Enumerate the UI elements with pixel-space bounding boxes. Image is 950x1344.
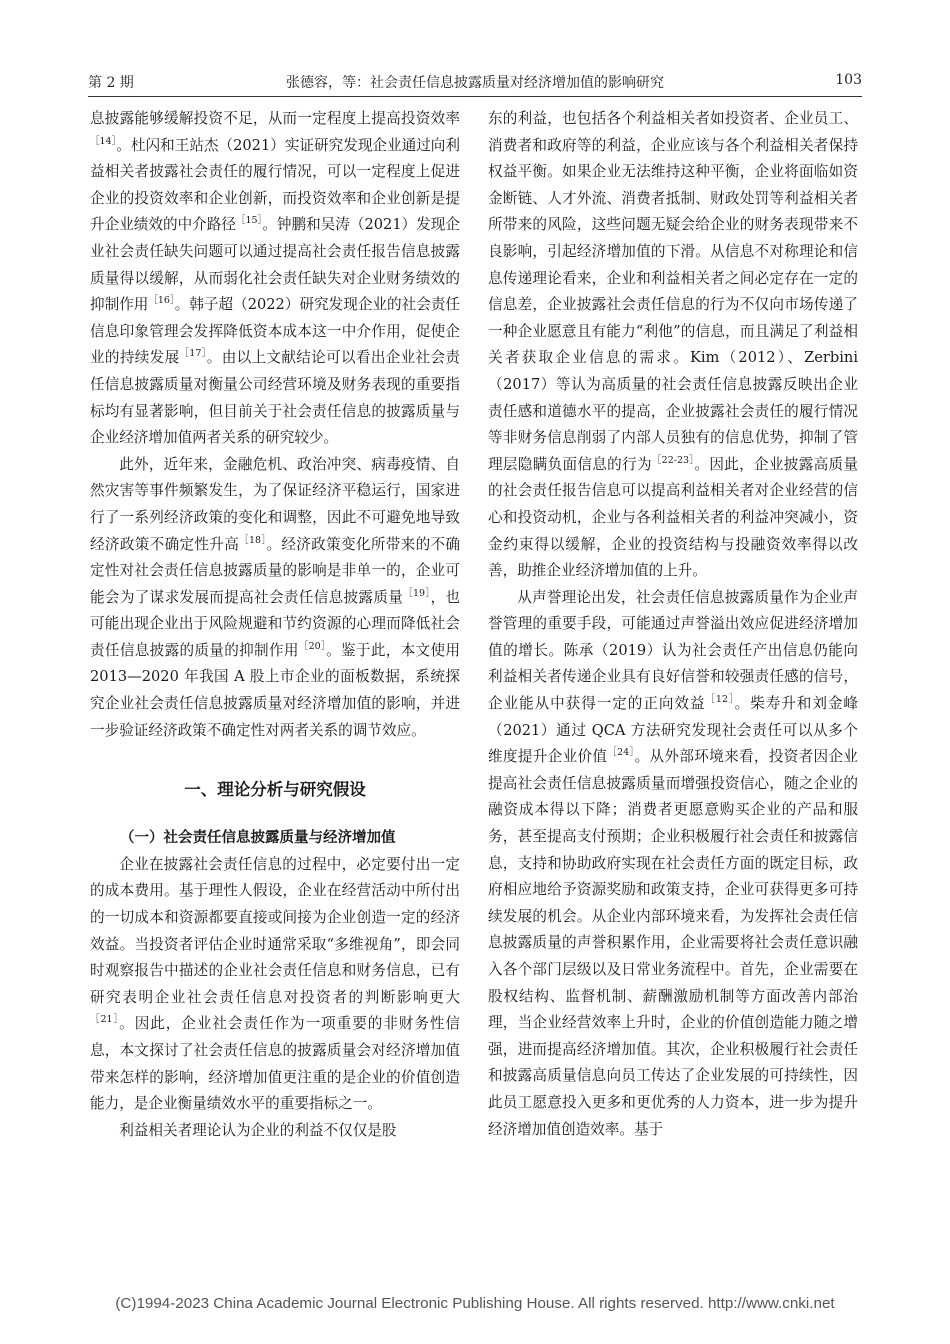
right-column: [488, 106, 858, 1143]
citation: ［16］: [148, 295, 175, 307]
paragraph: 息披露能够缓解投资不足，从而一定程度上提高投资效率$^{[14]}$。杜闪和王站杰（2021）实证研究发现企业通过向利益相关者披露社会责任的履行情况，可以一定程度上促进企业的投资效率和企业创新，而投资效率和企业创新是提升企业绩效的中介路径$^{[15]}$。钟鹏和吴涛（2021）发现企业社会责任缺失问题可以通过提高社会责任报告信息披露质量得以缓解，从而弱化社会责任缺失对企业财务绩效的抑制作用$^{[16]}$。韩子超（2022）研究发现企业的社会责任信息印象管理会发挥降低资本成本这一中介作用，促使企业的持续发展$^{[17]}$。由以上文献结论可以看出企业社会责任信息披露质量对衡量公司经营环境及财务表现的重要指标均有显著影响，但目前关于社会责任信息的披露质量与企业经济增加值两者关系的研究较少。: [90, 110, 460, 447]
section-heading: 一、理论分析与研究假设: [184, 780, 366, 800]
citation: ［20］: [298, 641, 327, 653]
paragraph: 从声誉理论出发，社会责任信息披露质量作为企业声誉管理的重要手段，可能通过声誉溢出效应促进经济增加值的增长。陈承（2019）认为社会责任产出信息仍能向利益相关者传递企业具有良好信誉和较强责任感的信号，企业能从中获得一定的正向效益$^{[12]}$。柴寿升和刘金峰（2021）通过 QCA 方法研究发现社会责任可以从多个维度提升企业价值$^{[24]}$。从外部环境来看，投资者因企业提高社会责任信息披露质量而增强投资信心，随之企业的融资成本得以下降；消费者更愿意购买企业的产品和服务，甚至提高支付预期；企业积极履行社会责任和披露信息，支持和协助政府实现在社会责任方面的既定目标，政府相应地给予资源奖励和政策支持，企业可获得更多可持续发展的机会。从企业内部环境来看，为发挥社会责任信息披露质量的声誉积累作用，企业需要将社会责任意识融入各个部门层级以及日常业务流程中。首先，企业需要在股权结构、监督机制、薪酬激励机制等方面改善内部治理，当企业经营效率上升时，企业的价值创造能力随之增强，进而提高经济增加值。其次，企业积极履行社会责任和披露高质量信息向员工传达了企业发展的可持续性，因此员工愿意投入更多和更优秀的人力资本，进一步为提升经济增加值创造效率。基于: [488, 588, 858, 1138]
issue-number: 第 2 期: [88, 75, 134, 91]
header-rule: [88, 96, 862, 97]
copyright-footer: (C)1994-2023 China Academic Journal Electronic Publishing House. All rights reserved. http://www.cnki.net: [115, 1295, 835, 1312]
paragraph: 此外，近年来，金融危机、政治冲突、病毒疫情、自然灾害等事件频繁发生，为了保证经济平稳运行，国家进行了一系列经济政策的变化和调整，因此不可避免地导致经济政策不确定性升高$^{[18]}$。经济政策变化所带来的不确定性对社会责任信息披露质量的影响是非单一的，企业可能会为了谋求发展而提高社会责任信息披露质量$^{[19]}$，也可能出现企业出于风险规避和节约资源的心理而降低社会责任信息披露的质量的抑制作用$^{[20]}$。鉴于此，本文使用2013—2020 年我国 A 股上市企业的面板数据，系统探究企业社会责任信息披露质量对经济增加值的影响，并进一步验证经济政策不确定性对两者关系的调节效应。: [90, 455, 460, 739]
paragraph: 利益相关者理论认为企业的利益不仅仅是股: [119, 1121, 397, 1139]
running-title: 张德容，等：社会责任信息披露质量对经济增加值的影响研究: [286, 75, 664, 91]
citation: ［21］: [90, 1014, 120, 1026]
citation: ［15］: [235, 215, 263, 227]
citation: ［18］: [239, 534, 267, 546]
citation: ［22-23］: [651, 454, 695, 466]
citation: ［12］: [705, 694, 735, 706]
citation: ［24］: [607, 747, 635, 759]
citation: ［19］: [403, 587, 431, 599]
paragraph: 东的利益，也包括各个利益相关者如投资者、企业员工、消费者和政府等的利益，企业应该与各个利益相关者保持权益平衡。如果企业无法维持这种平衡，企业将面临如资金断链、人才外流、消费者抵制、财政处罚等利益相关者所带来的风险，这些问题无疑会给企业的财务表现带来不良影响，引起经济增加值的下滑。从信息不对称理论和信息传递理论看来，企业和利益相关者之间必定存在一定的信息差，企业披露社会责任信息的行为不仅向市场传递了一种企业愿意且有能力“利他”的信息，而且满足了利益相关者获取企业信息的需求。Kim（2012）、Zerbini（2017）等认为高质量的社会责任信息披露反映出企业责任感和道德水平的提高，企业披露社会责任的履行情况等非财务信息削弱了内部人员独有的信息优势，抑制了管理层隐瞒负面信息的行为$^{[22-23]}$。因此，企业披露高质量的社会责任报告信息可以提高利益相关者对企业经营的信心和投资动机，企业与各利益相关者的利益冲突减小，资金约束得以缓解，企业的投资结构与投融资效率得以改善，助推企业经济增加值的上升。: [488, 110, 858, 580]
citation: ［17］: [179, 348, 207, 360]
paragraph: 企业在披露社会责任信息的过程中，必定要付出一定的成本费用。基于理性人假设，企业在经营活动中所付出的一切成本和资源都要直接或间接为企业创造一定的经济效益。当投资者评估企业时通常采取“多维视角”，即会同时观察报告中描述的企业社会责任信息和财务信息，已有研究表明企业社会责任信息对投资者的判断影响更大$^{[21]}$。因此，企业社会责任作为一项重要的非财务性信息，本文探讨了社会责任信息的披露质量会对经济增加值带来怎样的影响，经济增加值更注重的是企业的价值创造能力，是企业衡量绩效水平的重要指标之一。: [90, 855, 460, 1113]
left-column: [90, 106, 460, 1144]
page-number: 103: [835, 72, 862, 88]
running-header: [88, 72, 862, 96]
subsection-heading: （一）社会责任信息披露质量与经济增加值: [120, 830, 396, 847]
citation: ［14］: [90, 135, 117, 147]
